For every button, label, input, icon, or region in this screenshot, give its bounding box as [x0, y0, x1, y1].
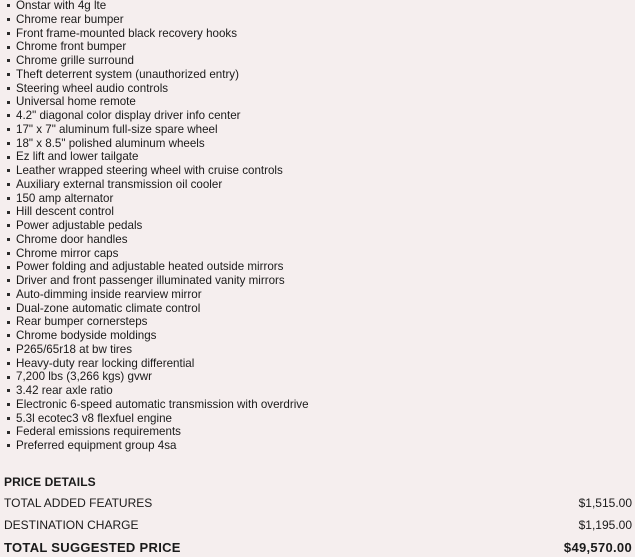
feature-label: 18" x 8.5" polished aluminum wheels [16, 136, 205, 150]
feature-label: Leather wrapped steering wheel with cruise controls [16, 164, 283, 177]
feature-item [7, 425, 309, 439]
feature-label: Universal home remote [16, 95, 136, 109]
destination-charge-label: DESTINATION CHARGE [4, 518, 139, 532]
feature-label: Chrome mirror caps [16, 246, 119, 260]
feature-label: Rear bumper cornersteps [16, 315, 148, 329]
total-added-features-value: $1,515.00 [578, 496, 632, 510]
bullet-icon [7, 32, 10, 35]
feature-label: P265/65r18 at bw tires [16, 342, 133, 356]
destination-charge-value: $1,195.00 [578, 518, 632, 532]
feature-item [7, 82, 309, 96]
feature-label: Chrome rear bumper [16, 12, 124, 26]
feature-label: 4.2" diagonal color display driver info center [16, 109, 241, 122]
feature-label: Chrome grille surround [16, 54, 134, 67]
feature-label: Ez lift and lower tailgate [16, 150, 139, 164]
feature-label: Steering wheel audio controls [16, 81, 169, 95]
bullet-icon [7, 59, 10, 62]
feature-item [7, 343, 309, 357]
bullet-icon [7, 183, 10, 186]
feature-item [7, 68, 309, 82]
feature-label: Power folding and adjustable heated outside mirrors [16, 260, 284, 274]
feature-label: Front frame-mounted black recovery hooks [16, 26, 238, 40]
total-suggested-price-value: $49,570.00 [563, 540, 632, 555]
feature-item [7, 109, 309, 123]
feature-item [7, 164, 309, 178]
feature-item [7, 0, 309, 13]
feature-item [7, 315, 309, 329]
bullet-icon [7, 252, 10, 255]
feature-item [7, 329, 309, 343]
bullet-icon [7, 18, 10, 21]
bullet-icon [7, 307, 10, 310]
bullet-icon [7, 169, 10, 172]
bullet-icon [7, 362, 10, 365]
feature-item [7, 150, 309, 164]
feature-item [7, 260, 309, 274]
feature-label: Onstar with 4g lte [16, 0, 107, 12]
feature-item [7, 205, 309, 219]
bullet-icon [7, 376, 10, 379]
feature-label: Auto-dimming inside rearview mirror [16, 287, 202, 301]
feature-item [7, 27, 309, 41]
feature-item [7, 95, 309, 109]
feature-item [7, 439, 309, 453]
feature-item [7, 219, 309, 233]
feature-item [7, 247, 309, 261]
feature-label: Power adjustable pedals [16, 219, 143, 232]
bullet-icon [7, 238, 10, 241]
feature-label: Dual-zone automatic climate control [16, 301, 201, 315]
bullet-icon [7, 348, 10, 351]
bullet-icon [7, 211, 10, 214]
bullet-icon [7, 293, 10, 296]
feature-item [7, 288, 309, 302]
bullet-icon [7, 444, 10, 447]
feature-item [7, 384, 309, 398]
bullet-icon [7, 417, 10, 420]
feature-label: Chrome door handles [16, 232, 128, 246]
feature-item [7, 192, 309, 206]
feature-label: Driver and front passenger illuminated vanity mirrors [16, 274, 285, 287]
total-added-features-row [4, 496, 632, 510]
feature-label: 5.3l ecotec3 v8 flexfuel engine [16, 411, 172, 425]
feature-item [7, 370, 309, 384]
feature-label: 7,200 lbs (3,266 kgs) gvwr [16, 370, 152, 384]
total-suggested-price-label: TOTAL SUGGESTED PRICE [4, 540, 181, 555]
price-details-title: PRICE DETAILS [4, 475, 96, 489]
feature-item [7, 398, 309, 412]
feature-list [7, 0, 309, 453]
total-suggested-price-row [4, 540, 632, 555]
bullet-icon [7, 46, 10, 49]
bullet-icon [7, 101, 10, 104]
feature-item [7, 412, 309, 426]
feature-item [7, 137, 309, 151]
bullet-icon [7, 114, 10, 117]
feature-label: Electronic 6-speed automatic transmission with overdrive [16, 397, 309, 411]
bullet-icon [7, 431, 10, 434]
bullet-icon [7, 334, 10, 337]
feature-label: Theft deterrent system (unauthorized entry) [16, 67, 239, 81]
feature-item [7, 302, 309, 316]
feature-label: Hill descent control [16, 205, 114, 219]
bullet-icon [7, 73, 10, 76]
feature-label: 150 amp alternator [16, 191, 114, 205]
feature-label: 3.42 rear axle ratio [16, 384, 113, 397]
feature-label: Federal emissions requirements [16, 425, 181, 439]
bullet-icon [7, 389, 10, 392]
feature-label: Preferred equipment group 4sa [16, 439, 177, 452]
feature-item [7, 178, 309, 192]
bullet-icon [7, 156, 10, 159]
feature-label: Auxiliary external transmission oil cooler [16, 177, 223, 191]
feature-label: 17" x 7" aluminum full-size spare wheel [16, 122, 218, 136]
feature-item [7, 233, 309, 247]
bullet-icon [7, 4, 10, 7]
feature-item [7, 40, 309, 54]
bullet-icon [7, 224, 10, 227]
bullet-icon [7, 403, 10, 406]
feature-item [7, 274, 309, 288]
feature-label: Chrome front bumper [16, 40, 127, 54]
feature-item [7, 123, 309, 137]
feature-item [7, 13, 309, 27]
destination-charge-row [4, 518, 632, 532]
total-added-features-label: TOTAL ADDED FEATURES [4, 496, 153, 510]
bullet-icon [7, 142, 10, 145]
bullet-icon [7, 279, 10, 282]
bullet-icon [7, 197, 10, 200]
feature-item [7, 54, 309, 68]
bullet-icon [7, 266, 10, 269]
feature-item [7, 357, 309, 371]
bullet-icon [7, 321, 10, 324]
feature-label: Chrome bodyside moldings [16, 329, 157, 342]
bullet-icon [7, 87, 10, 90]
bullet-icon [7, 128, 10, 131]
feature-label: Heavy-duty rear locking differential [16, 356, 195, 370]
